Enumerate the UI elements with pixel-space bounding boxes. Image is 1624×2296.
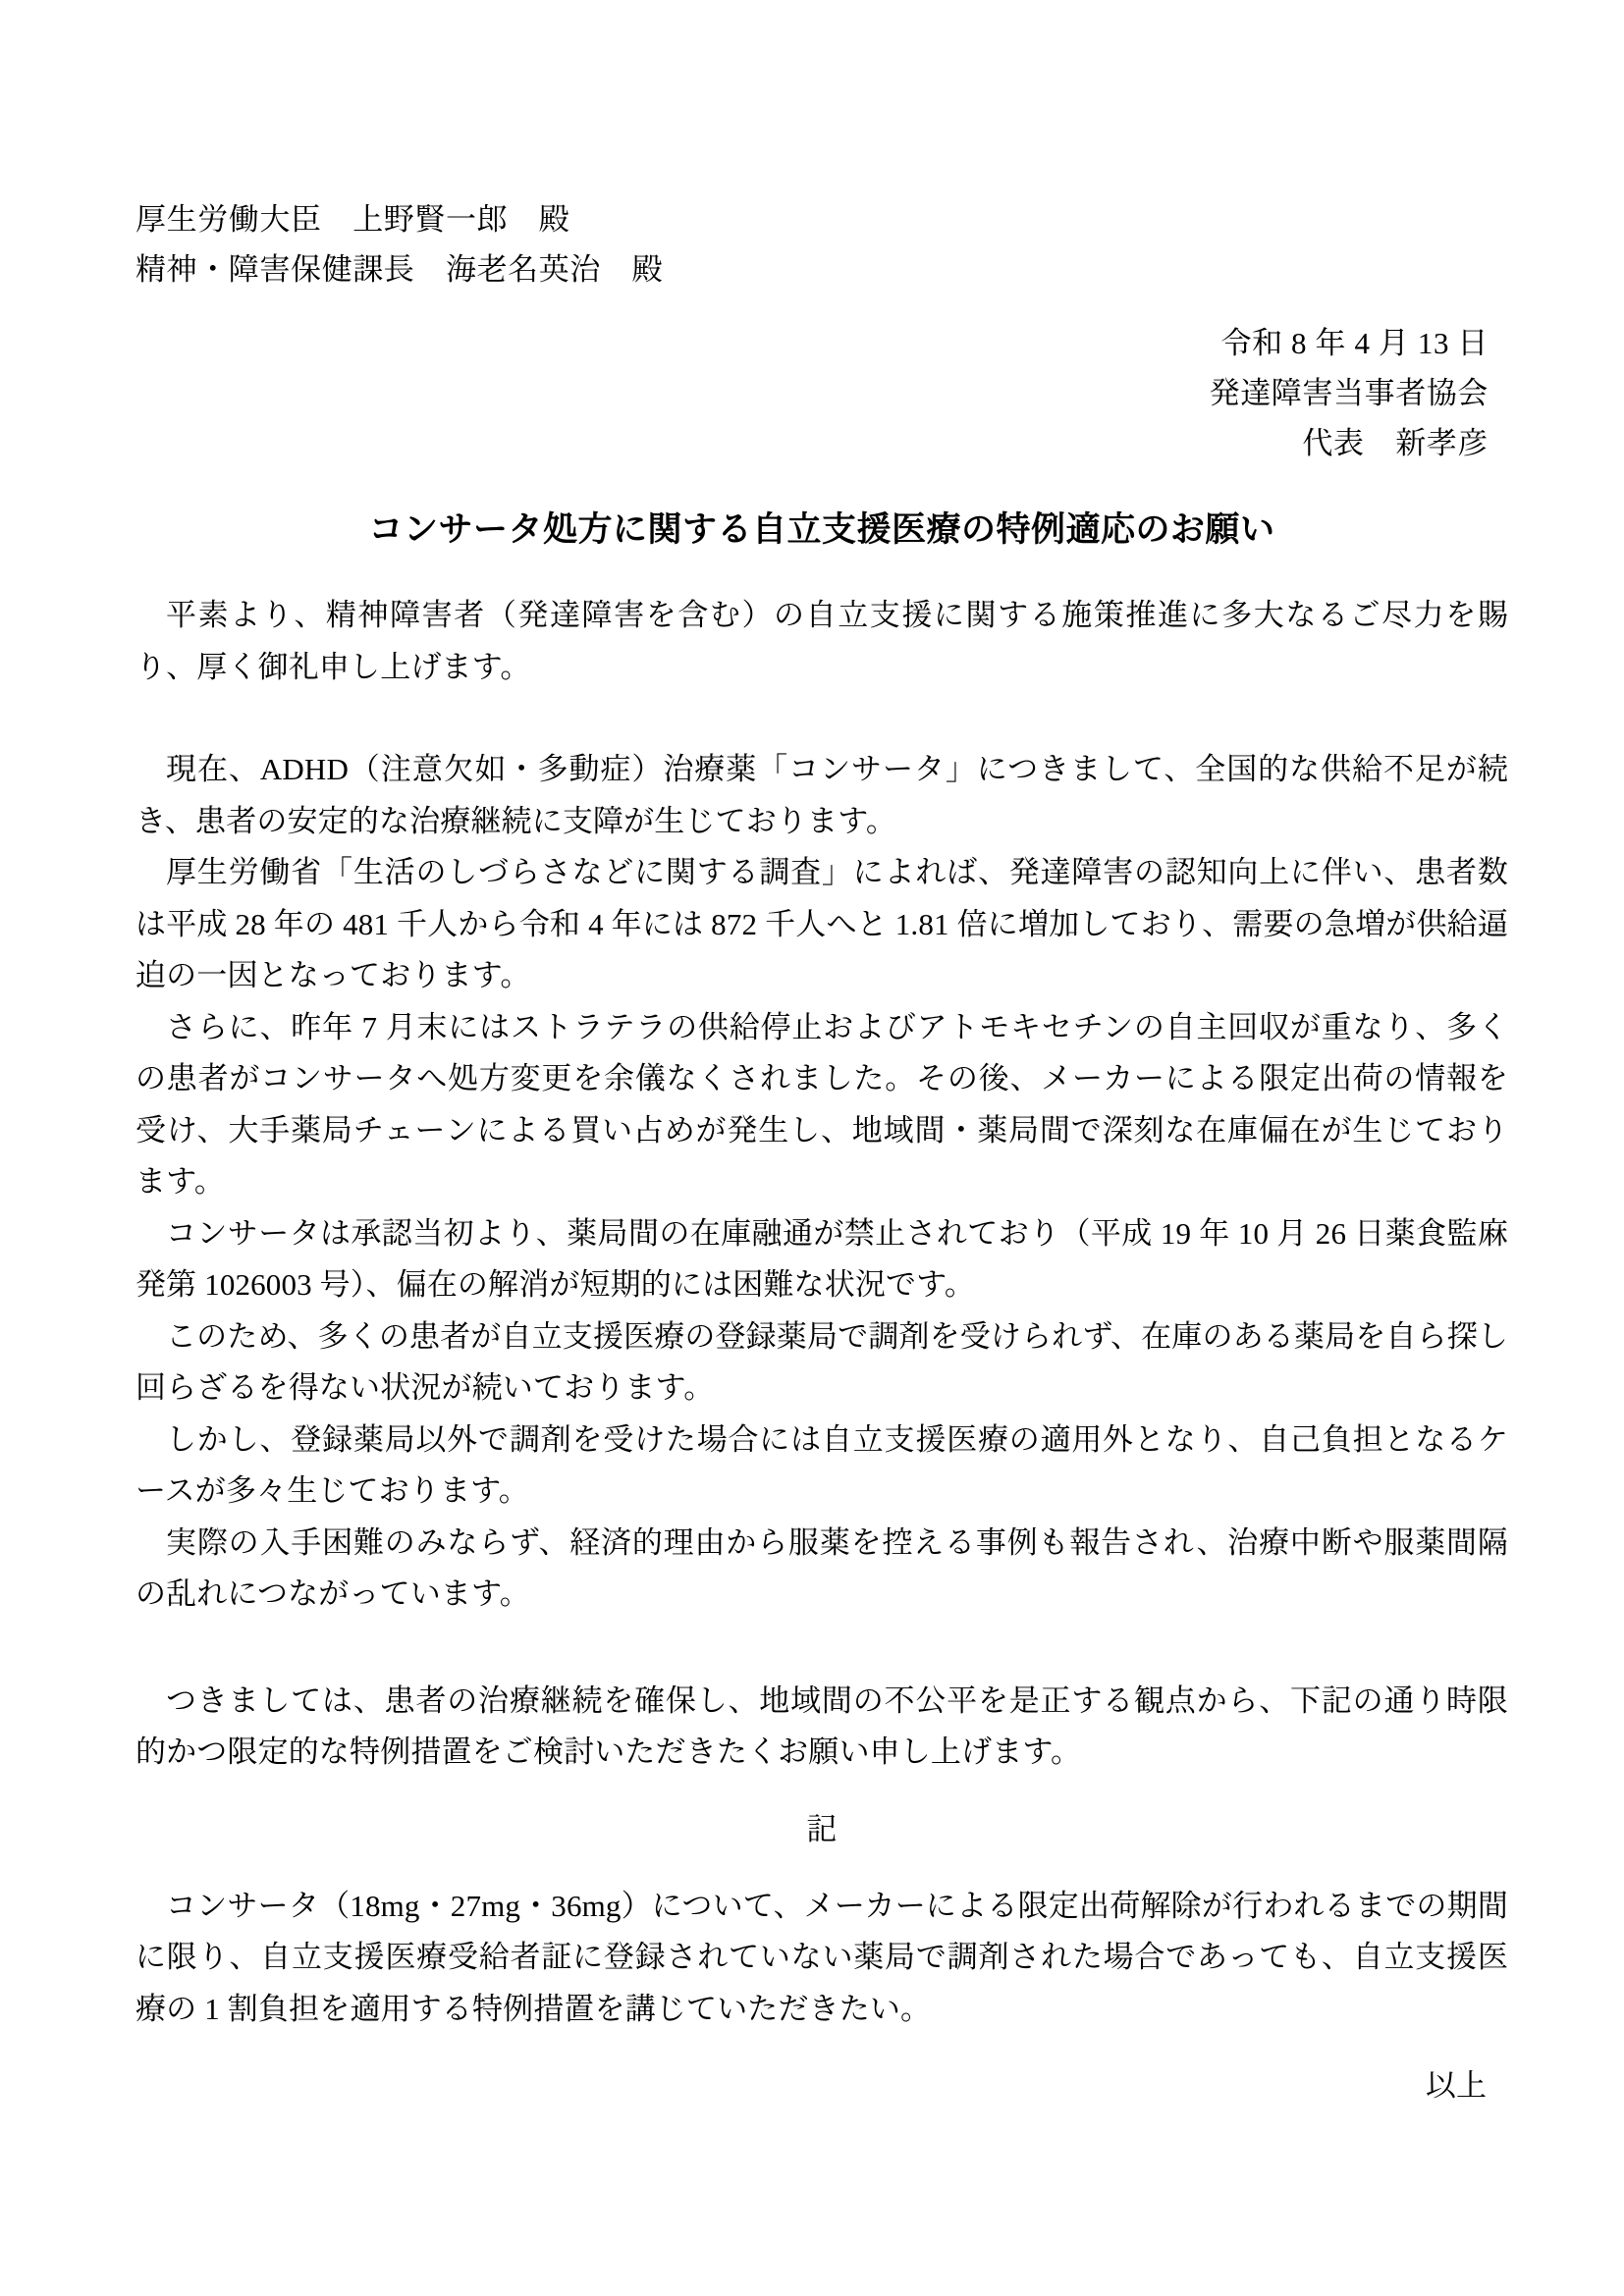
request-spacer [135, 1621, 1508, 1676]
closing-spacer [135, 2035, 1508, 2060]
paragraph-spacer [135, 693, 1508, 744]
addressee-line-minister: 厚生労働大臣 上野賢一郎 殿 [135, 202, 570, 237]
note-body-spacer [135, 1855, 1508, 1881]
paragraph-request: つきましては、患者の治療継続を確保し、地域間の不公平を是正する観点から、下記の通り時限的かつ限定的な特例措置をご検討いただきたくお願い申し上げます。 [135, 1682, 1508, 1769]
paragraph-patient-statistics: 厚生労働省「生活のしづらさなどに関する調査」によれば、発達障害の認知向上に伴い、患者数は平成 28 年の 481 千人から令和 4 年には 872 千人へと 1.81 倍に増加しており、需要の急増が供給逼迫の一因となっております。 [135, 855, 1508, 992]
sender-representative: 代表 新孝彦 [1302, 426, 1489, 460]
paragraph-out-of-coverage: しかし、登録薬局以外で調剤を受けた場合には自立支援医療の適用外となり、自己負担となるケースが多々生じております。 [135, 1421, 1508, 1508]
paragraph-supply-shortage: 現在、ADHD（注意欠如・多動症）治療薬「コンサータ」につきまして、全国的な供給不足が続き、患者の安定的な治療継続に支障が生じております。 [135, 752, 1508, 838]
paragraph-registered-pharmacy-problem: このため、多くの患者が自立支援医療の登録薬局で調剤を受けられず、在庫のある薬局を自ら探し回らざるを得ない状況が続いております。 [135, 1318, 1508, 1405]
document-title: コンサータ処方に関する自立支援医療の特例適応のお願い [368, 510, 1275, 550]
note-mark-spacer [135, 1779, 1508, 1804]
paragraph-treatment-interruption: 実際の入手困難のみならず、経済的理由から服薬を控える事例も報告され、治療中断や服薬間隔の乱れにつながっています。 [135, 1524, 1508, 1611]
addressee-line-division-chief: 精神・障害保健課長 海老名英治 殿 [135, 252, 664, 287]
paragraph-note-body: コンサータ（18mg・27mg・36mg）について、メーカーによる限定出荷解除が行われるまでの期間に限り、自立支援医療受給者証に登録されていない薬局で調剤された場合であっても、自立支援医療の 1 割負担を適用する特例措置を講じていただきたい。 [135, 1888, 1508, 2026]
paragraph-strattera-discontinuation: さらに、昨年 7 月末にはストラテラの供給停止およびアトモキセチンの自主回収が重なり、多くの患者がコンサータへ処方変更を余儀なくされました。その後、メーカーによる限定出荷の情報を受け、大手薬局チェーンによる買い占めが発生し、地域間・薬局間で深刻な在庫偏在が生じております。 [135, 1009, 1508, 1199]
document-body [135, 590, 1508, 2111]
paragraph-greeting: 平素より、精神障害者（発達障害を含む）の自立支援に関する施策推進に多大なるご尽力を賜り、厚く御礼申し上げます。 [135, 598, 1508, 684]
closing-mark: 以上 [1426, 2068, 1487, 2103]
document-date: 令和 8 年 4 月 13 日 [1220, 326, 1489, 360]
sender-block [135, 318, 1508, 468]
document-content [135, 0, 1508, 2111]
note-mark: 記 [806, 1811, 838, 1846]
sender-organization: 発達障害当事者協会 [1209, 376, 1489, 410]
paragraph-stock-transfer-ban: コンサータは承認当初より、薬局間の在庫融通が禁止されており（平成 19 年 10 月 26 日薬食監麻発第 1026003 号）、偏在の解消が短期的には困難な状況です。 [135, 1215, 1508, 1302]
addressee-block [135, 0, 1508, 294]
